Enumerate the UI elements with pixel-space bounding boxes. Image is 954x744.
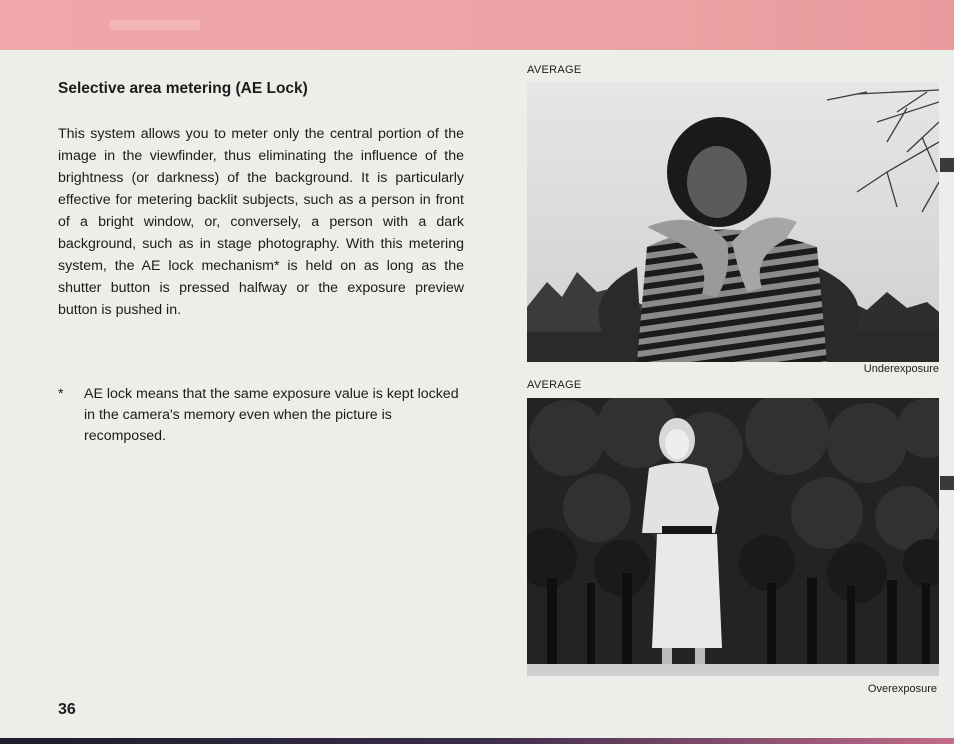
section-title: Selective area metering (AE Lock) bbox=[58, 80, 308, 97]
edge-tab-lower bbox=[940, 476, 954, 490]
photo-1-caption: Underexposure bbox=[863, 363, 939, 375]
footnote bbox=[58, 384, 464, 447]
photo-underexposure bbox=[527, 82, 939, 362]
bottom-band bbox=[0, 738, 954, 744]
footnote-asterisk: * bbox=[58, 386, 64, 402]
footnote-text: AE lock means that the same exposure value is kept locked in the camera's memory even when the picture is recomposed. bbox=[84, 386, 459, 444]
edge-tab-upper bbox=[940, 158, 954, 172]
header-ghost-mark bbox=[110, 20, 200, 30]
photo-2-label: AVERAGE bbox=[527, 379, 582, 391]
body-paragraph: This system allows you to meter only the central portion of the image in the viewfinder, thus eliminating the influence of the brightness (or darkness) of the background. It is particularly effective for metering backlit subjects, such as a person in front of a bright window, or, conversely, a person with a dark background, such as in stage photography. With this metering system, the AE lock mechanism* is held on as long as the shutter button is pressed halfway or the exposure preview button is pushed in. bbox=[58, 126, 464, 318]
photo-1-label: AVERAGE bbox=[527, 64, 582, 76]
photo-overexposure-image bbox=[527, 398, 939, 676]
photo-overexposure bbox=[527, 398, 939, 676]
photo-2-caption: Overexposure bbox=[867, 683, 937, 695]
page-number: 36 bbox=[58, 701, 76, 718]
header-band bbox=[0, 0, 954, 50]
photo-underexposure-image bbox=[527, 82, 939, 362]
